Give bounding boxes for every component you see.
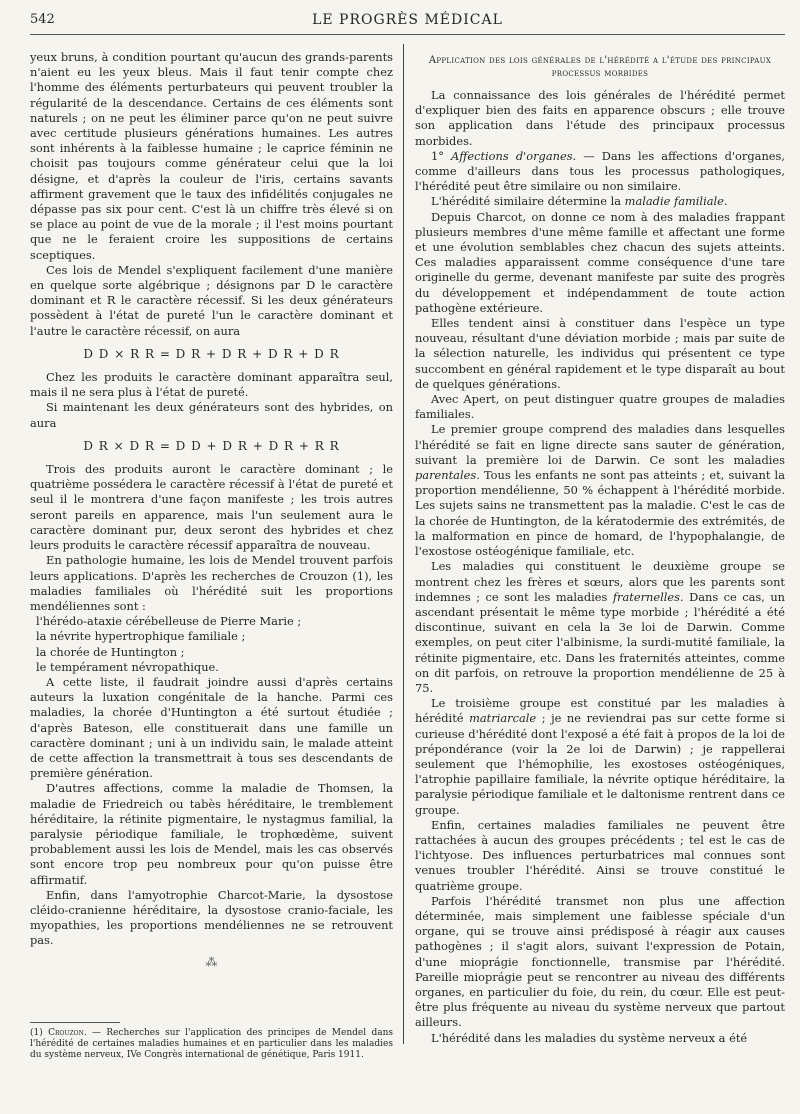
footnote-author: (1) Crouzon.	[30, 1028, 87, 1038]
text-run: Le troisième groupe est constitué par les maladies à hérédité	[415, 696, 785, 726]
column-divider	[403, 44, 404, 1044]
text-run: — Dans les affections d'organes, comme d'ailleurs dans tous les processus pathologiques, l'hérédité peut être similaire ou non similaire.	[415, 148, 785, 194]
text-run: Dans ce cas, un ascendant présentait le même type morbide ; l'hérédité a été discontinue, suivant en cela la 3e loi de Darwin. Comme exemples, on peut citer l'albinisme, la surdi-mutité familiale, la rétinite pigmentaire, etc. Dans les fraternités atteintes, comme on dit parfois, on retrouve la proportion mendélienne de 25 à 75.	[415, 589, 785, 695]
italic-term: fraternelles.	[612, 589, 684, 604]
right-column	[415, 50, 785, 1110]
footnote-rule	[30, 1022, 120, 1023]
paragraph: La connaissance des lois générales de l'hérédité permet d'expliquer bien des faits en apparence obscurs ; elle trouve son application dans l'étude des principaux processus morbides.	[415, 88, 785, 148]
paragraph: Depuis Charcot, on donne ce nom à des maladies frappant plusieurs membres d'une même famille et affectant une forme et une évolution semblables chez chacun des sujets atteints. Ces maladies apparaissent comme conséquence d'une tare originelle du germe, devenant manifeste par suite des progrès du développement et indépendamment de toute action pathogène extérieure.	[415, 209, 785, 315]
paragraph: D'autres affections, comme la maladie de Thomsen, la maladie de Friedreich ou tabès héréditaire, le tremblement héréditaire, la rétinite pigmentaire, le nystagmus familial, la paralysie périodique familiale, le trophœdème, suivent probablement aussi les lois de Mendel, mais les cas observés sont encore trop peu nombreux pour qu'on puisse être affirmatif.	[30, 781, 393, 887]
text-run: Tous les enfants ne sont pas atteints ; et, suivant la proportion mendélienne, 50 % échappent à l'hérédité morbide. Les sujets sains ne transmettent pas la maladie. C'est le cas de la chorée de Huntington, de la kératodermie des extrémités, de la malformation en pince de homard, de l'hypophalangie, de l'exostose ostéogénique familiale, etc.	[415, 468, 785, 559]
formula: D R × D R = D D + D R + D R + R R	[83, 438, 340, 453]
paragraph: Parfois l'hérédité transmet non plus une affection déterminée, mais simplement une faiblesse spéciale d'un organe, qui se trouve ainsi prédisposé à réagir aux causes pathogènes ; il s'agit alors, suivant l'expression de Potain, d'une mioprágie fonctionnelle, transmise par l'hérédité. Pareille mioprágie peut se rencontrer au niveau des différents organes, en particulier du foie, du rein, du cœur. Elle est peut-être plus fréquente au niveau du système nerveux que partout ailleurs.	[415, 893, 785, 1030]
italic-heading: Affections d'organes.	[451, 148, 577, 163]
paragraph: Chez les produits le caractère dominant apparaîtra seul, mais il ne sera plus à l'état de pureté.	[30, 370, 393, 400]
paragraph	[415, 422, 785, 559]
paragraph: L'hérédité dans les maladies du système nerveux a été	[431, 1030, 748, 1045]
text-run: Le premier groupe comprend des maladies dans lesquelles l'hérédité se fait en ligne directe sans sauter de génération, suivant la première loi de Darwin. Ce sont les maladies	[415, 422, 785, 467]
footnote	[30, 1028, 393, 1061]
paragraph: yeux bruns, à condition pourtant qu'aucun des grands-parents n'aient eu les yeux bleus. Mais il faut tenir compte chez l'homme des éléments perturbateurs qui peuvent troubler la régularité de la descendance. Certains de ces éléments sont naturels ; on ne peut les éliminer parce qu'on ne peut suivre avec certitude plusieurs générations humaines. Les autres sont inhérents à la faiblesse humaine ; le caprice féminin ne choisit pas toujours comme générateur celui que la loi désigne, et d'après la couleur de l'iris, certains savants affirment gravement que le taux des infidélités conjugales ne dépasse pas six pour cent. C'est là un chiffre très élevé si on se place au point de vue de la morale ; il l'est moins pourtant que ne le feraient croire les suppositions de certains sceptiques.	[30, 50, 393, 262]
paragraph: Si maintenant les deux générateurs sont des hybrides, on aura	[30, 400, 393, 430]
page-number: 542	[30, 12, 55, 27]
section-title: Application des lois générales de l'hérédité a l'étude des principaux processus morbides	[428, 55, 772, 79]
paragraph: Ces lois de Mendel s'expliquent facilement d'une manière en quelque sorte algébrique ; désignons par D le caractère dominant et R le caractère récessif. Si les deux générateurs possèdent à l'état de pureté l'un le caractère dominant et l'autre le caractère récessif, on aura	[30, 262, 393, 338]
paragraph: Elles tendent ainsi à constituer dans l'espèce un type nouveau, résultant d'une déviation morbide ; mais par suite de la sélection naturelle, les individus qui présentent ce type succombent en général rapidement et le type disparaît au bout de quelques générations.	[415, 316, 785, 391]
paragraph: Trois des produits auront le caractère dominant ; le quatrième possédera le caractère récessif à l'état de pureté et seul il le montrera d'une façon manifeste ; les trois autres seront pareils en apparence, mais l'un seulement aura le caractère dominant pur, deux seront des hybrides et chez leurs produits le caractère récessif apparaîtra de nouveau.	[30, 462, 393, 553]
list-item: la chorée de Huntington ;	[36, 644, 185, 659]
paragraph: En pathologie humaine, les lois de Mendel trouvent parfois leurs applications. D'après les recherches de Crouzon (1), les maladies familiales où l'hérédité suit les proportions mendéliennes sont :	[30, 553, 393, 613]
list-item: la névrite hypertrophique familiale ;	[36, 629, 246, 644]
paragraph	[415, 696, 785, 818]
paragraph: A cette liste, il faudrait joindre aussi d'après certains auteurs la luxation congénitale de la hanche. Parmi ces maladies, la chorée d'Huntington a été surtout étudiée ; d'après Bateson, elle constituerait dans une famille un caractère dominant ; uni à un individu sain, le malade atteint de cette affection la transmettrait à tous ses descendants de première génération.	[30, 674, 393, 781]
text-run: 1°	[431, 148, 452, 163]
paragraph: Avec Apert, on peut distinguer quatre groupes de maladies familiales.	[415, 392, 785, 422]
asterism: ⁂	[205, 954, 218, 969]
italic-term: parentales.	[415, 468, 480, 483]
left-column	[30, 50, 393, 1050]
paragraph	[415, 149, 785, 195]
paragraph	[415, 559, 785, 696]
list-item: le tempérament névropathique.	[36, 659, 219, 674]
formula: D D × R R = D R + D R + D R + D R	[83, 346, 340, 361]
list-item: l'hérédo-ataxie cérébelleuse de Pierre Marie ;	[36, 614, 302, 629]
paragraph: Enfin, dans l'amyotrophie Charcot-Marie, la dysostose cléido-cranienne héréditaire, la dysostose cranio-faciale, les myopathies, les proportions mendéliennes ne se retrouvent pas.	[30, 887, 393, 948]
text-run: Les maladies qui constituent le deuxième groupe se montrent chez les frères et sœurs, alors que les parents sont indemnes ; ce sont les maladies	[415, 559, 785, 604]
page-header	[30, 10, 785, 35]
text-run: L'hérédité similaire détermine la	[431, 194, 625, 209]
italic-term: matriarcale	[469, 711, 537, 726]
paragraph: Enfin, certaines maladies familiales ne peuvent être rattachées à aucun des groupes précédents ; tel est le cas de l'ichtyose. Des influences perturbatrices mal connues sont venues troubler l'hérédité. Ainsi se trouve constitué le quatrième groupe.	[415, 817, 785, 893]
italic-term: maladie familiale.	[624, 194, 728, 209]
text-run: ; je ne reviendrai pas sur cette forme si curieuse d'hérédité dont l'exposé a été fait à propos de la loi de prépondérance (voir la 2e loi de Darwin) ; je rappellerai seulement que l'hémophilie, les exostoses ostéogéniques, l'atrophie papillaire familiale, la névrite optique héréditaire, la paralysie périodique familiale et le daltonisme rentrent dans ce groupe.	[415, 711, 785, 817]
paragraph	[415, 194, 785, 209]
footnote-text: — Recherches sur l'application des principes de Mendel dans l'hérédité de certaines maladies humaines et en particulier dans les maladies du système nerveux, IVe Congrès international de génétique, Paris 1911.	[30, 1028, 394, 1060]
running-title: LE PROGRÈS MÉDICAL	[312, 12, 503, 28]
